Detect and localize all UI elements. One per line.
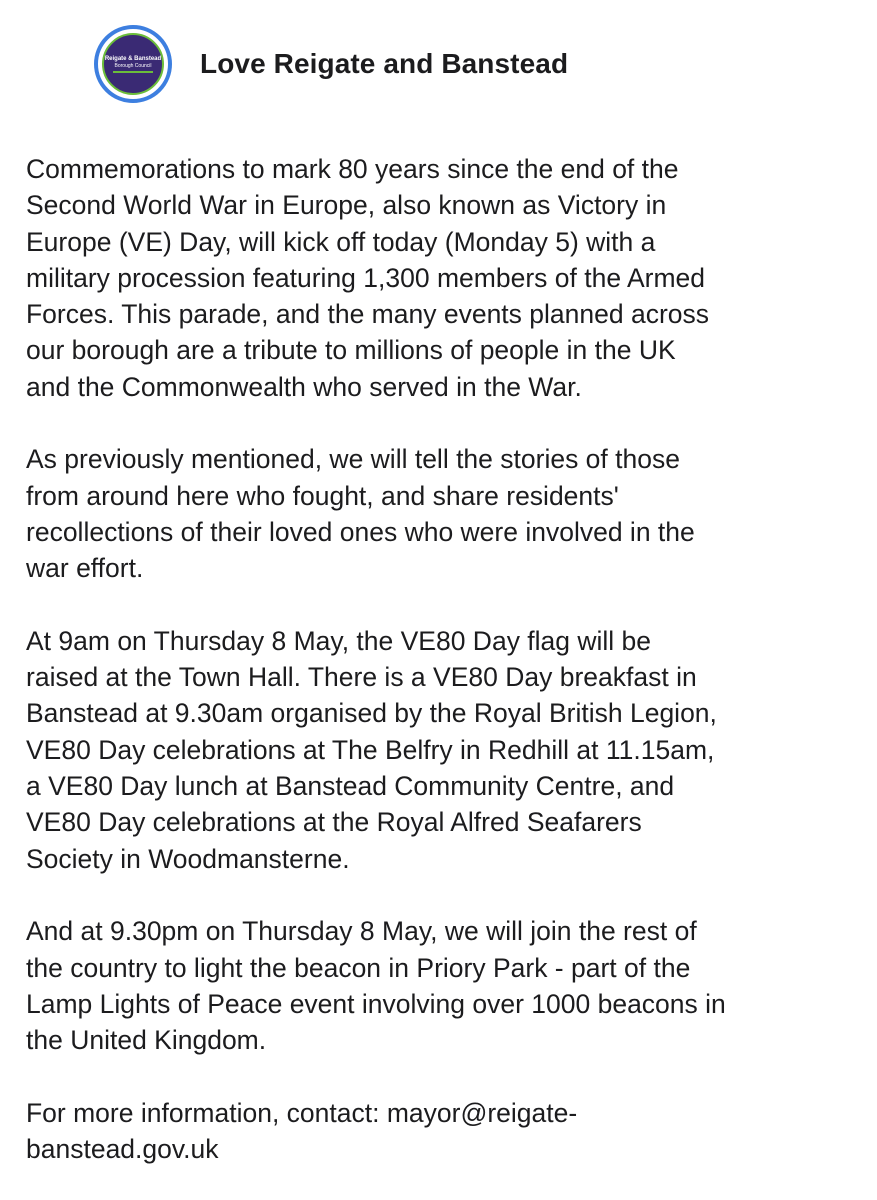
post-paragraph-3: At 9am on Thursday 8 May, the VE80 Day flag will be raised at the Town Hall. There is a VE80 Day breakfast in Banstead at 9.30am organised by the Royal British Legion, VE80 Day celebrations at The Belfry in Redhill at 11.15am, a VE80 Day lunch at Banstead Community Centre, and VE80 Day celebrations at the Royal Alfred Seafarers Society in Woodmansterne. [26, 625, 717, 874]
post-paragraph-4: And at 9.30pm on Thursday 8 May, we will join the rest of the country to light the beacon in Priory Park - part of the Lamp Lights of Peace event involving over 1000 beacons in the United Kingdom. [26, 916, 726, 1056]
post-paragraph-1: Commemorations to mark 80 years since the end of the Second World War in Europe, also known as Victory in Europe (VE) Day, will kick off today (Monday 5) with a military procession featuring 1,300 members of the Armed Forces. This parade, and the many events planned across our borough are a tribute to millions of people in the UK and the Commonwealth who served in the War. [26, 154, 710, 402]
logo-text-line2: Borough Council [114, 62, 152, 69]
council-logo-icon [102, 33, 164, 95]
avatar[interactable] [94, 25, 172, 103]
post-body [26, 151, 866, 1167]
page-title[interactable]: Love Reigate and Banstead [200, 48, 569, 79]
post-paragraph-2: As previously mentioned, we will tell the stories of those from around here who fought, and share residents' recollections of their loved ones who were involved in the war effort. [26, 444, 695, 584]
post-paragraph-5: For more information, contact: mayor@reigate- banstead.gov.uk [26, 1097, 578, 1165]
logo-text-line1: Reigate & Banstead [104, 55, 162, 62]
logo-accent-bar [113, 71, 153, 73]
post-header [94, 24, 568, 104]
